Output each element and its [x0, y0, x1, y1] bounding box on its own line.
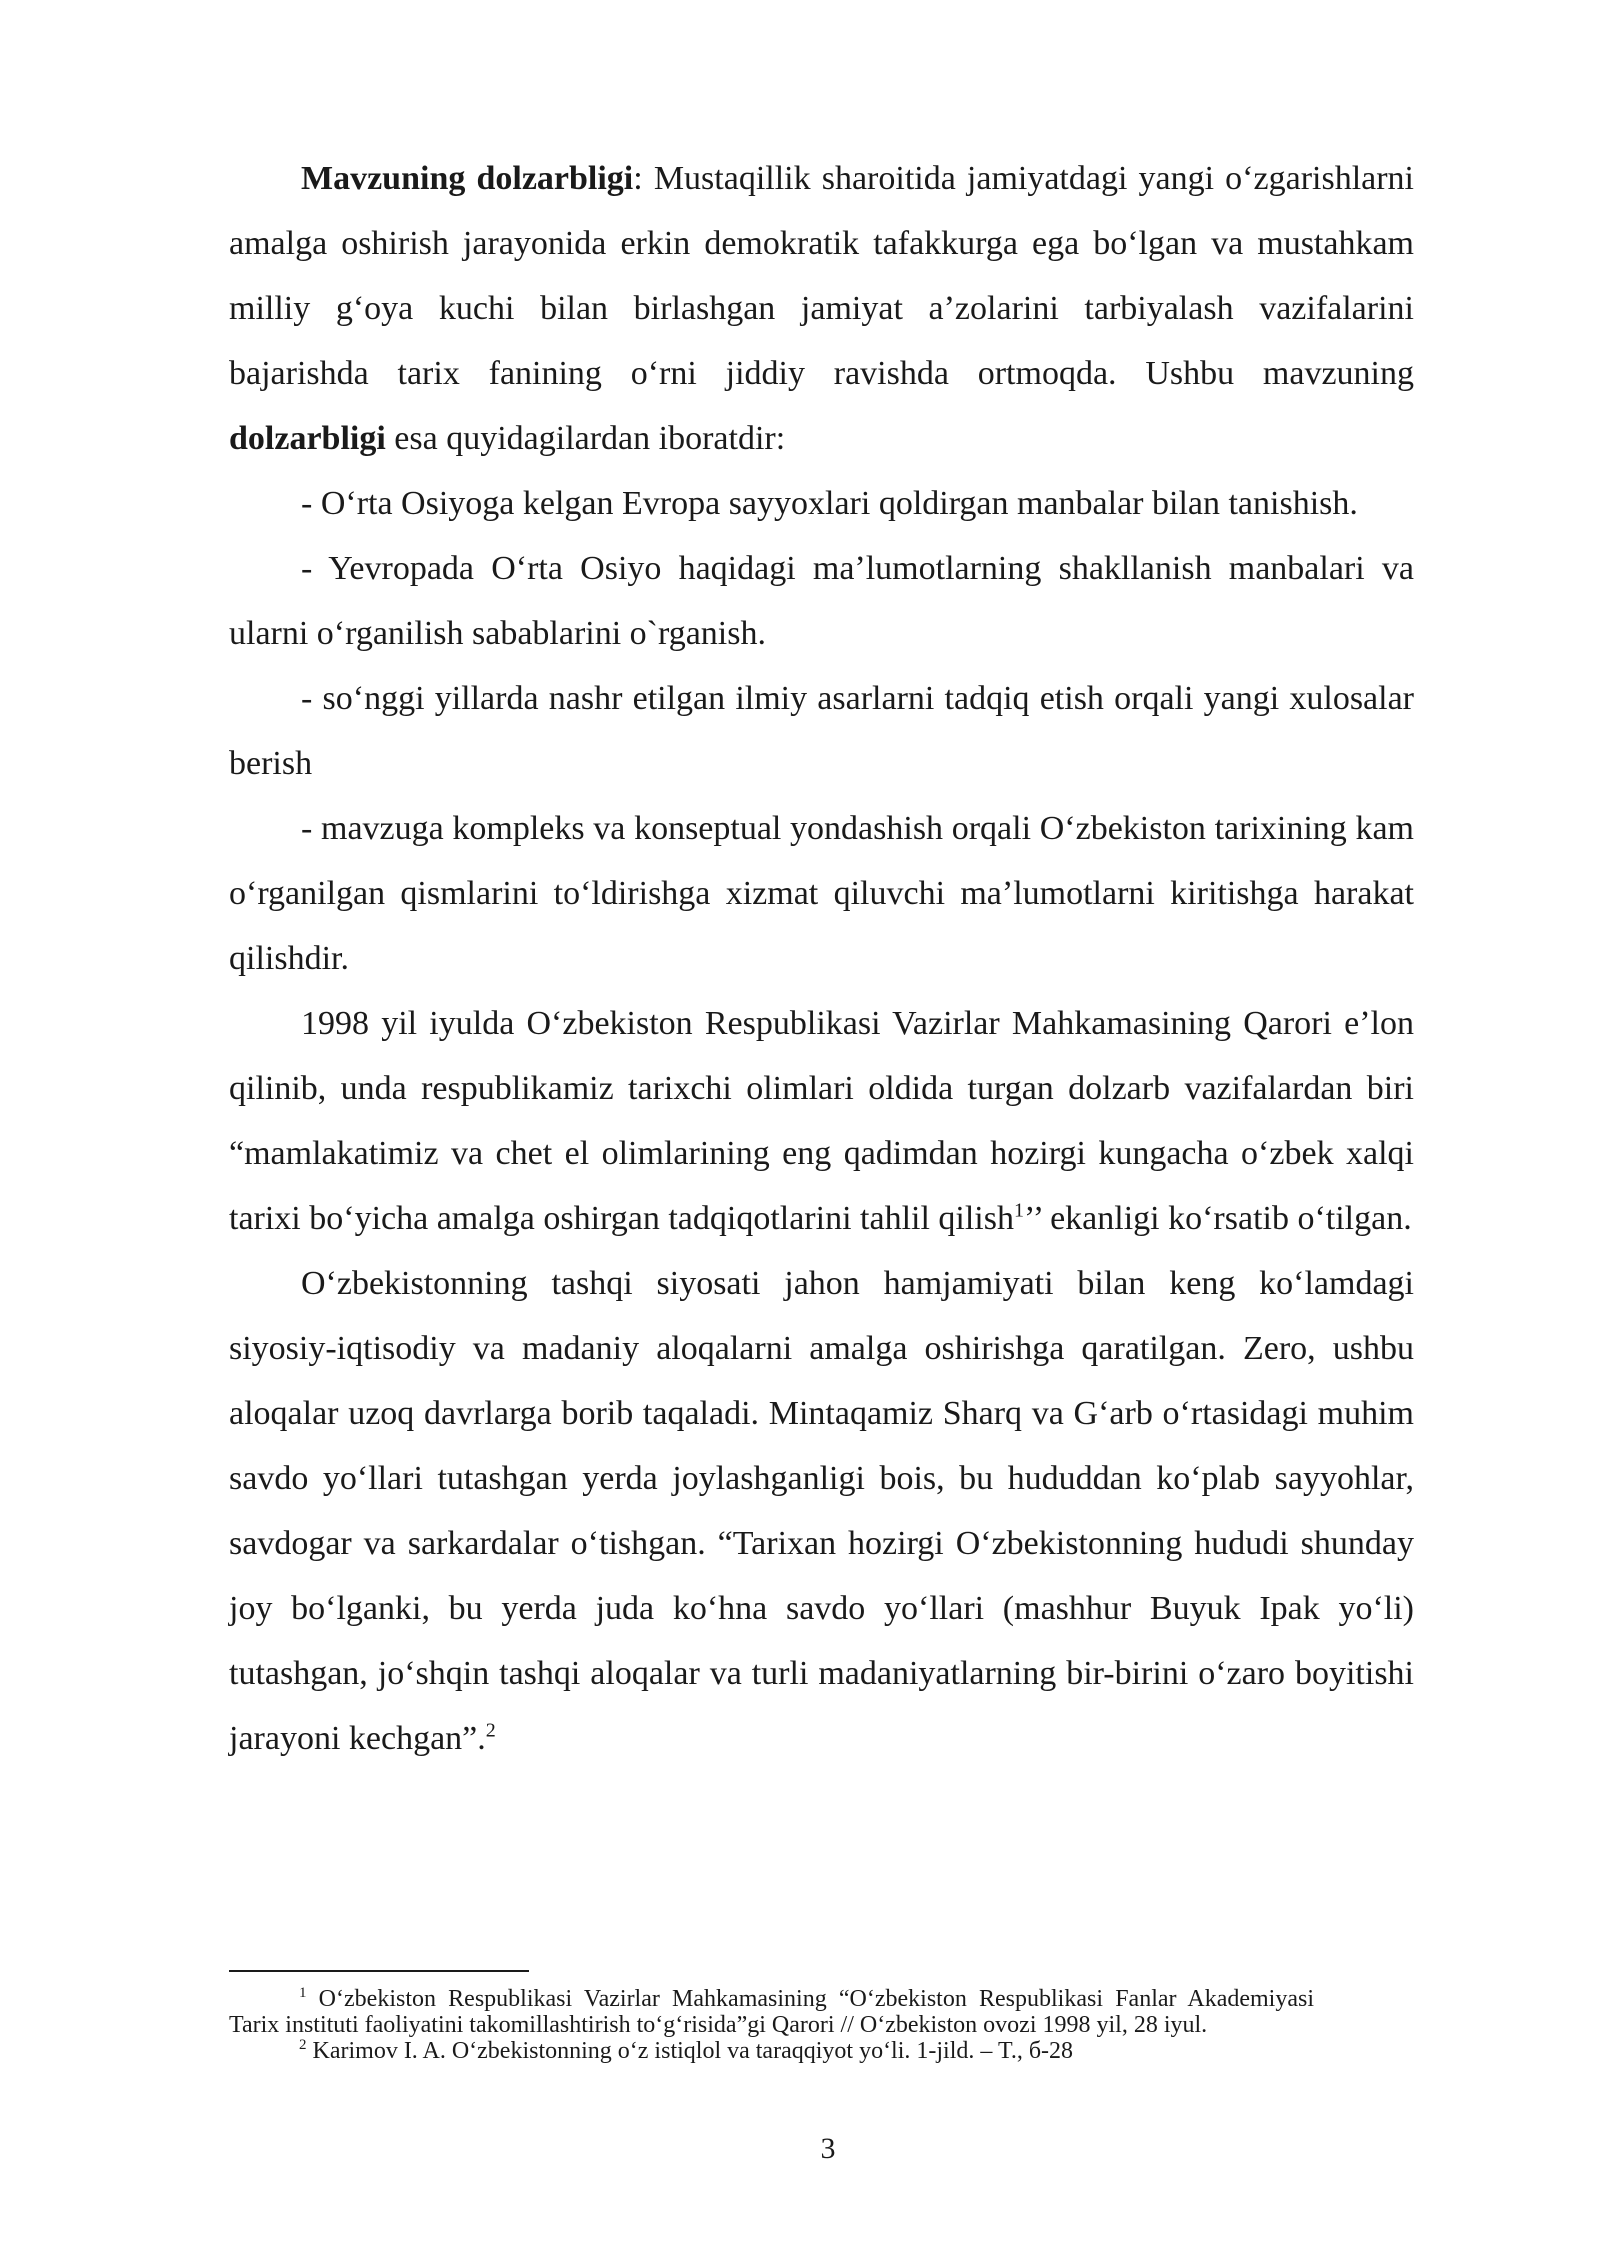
paragraph-foreign-policy [229, 1251, 1414, 1771]
relevance-text: Mustaqillik sharoitida jamiyatdagi yangi oʻzgarishlarni amalga oshirish jarayonida erkin demokratik tafakkurga ega boʻlgan va mustahkam milliy gʻoya kuchi bilan birlashgan jamiyat aʼzolarini tarbiyalash vazifalarini bajarishda tarix fanining oʻrni jiddiy ravishda ortmoqda. Ushbu mavzuning [229, 160, 1414, 392]
decree-text-end: ’’ ekanligi koʻrsatib oʻtilgan. [1023, 1200, 1412, 1237]
footnote-1 [229, 1986, 1314, 2038]
footnote-separator [229, 1970, 529, 1972]
footnotes [229, 1986, 1314, 2064]
footnote-2-text: Karimov I. A. Oʻzbekistonning oʻz istiqlol va taraqqiyot yoʻli. 1-jild. – T., б-28 [306, 2038, 1074, 2064]
list-item-1: - Oʻrta Osiyoga kelgan Evropa sayyoxlari qoldirgan manbalar bilan tanishish. [301, 485, 1358, 522]
paragraph-relevance [229, 146, 1414, 471]
foreign-policy-text: Oʻzbekistonning tashqi siyosati jahon hamjamiyati bilan keng koʻlamdagi siyosiy-iqtisodiy va madaniy aloqalarni amalga oshirishga qaratilgan. Zero, ushbu aloqalar uzoq davrlarga borib taqaladi. Mintaqamiz Sharq va Gʻarb oʻrtasidagi muhim savdo yoʻllari tutashgan yerda joylashganligi bois, bu hududdan koʻplab sayyohlar, savdogar va sarkardalar oʻtishgan. “Tarixan hozirgi Oʻzbekistonning hududi shunday joy boʻlganki, bu yerda juda koʻhna savdo yoʻllari (mashhur Buyuk Ipak yoʻli) tutashgan, joʻshqin tashqi aloqalar va turli madaniyatlarning bir-birini oʻzaro boyitishi jarayoni kechgan”. [229, 1265, 1414, 1757]
decree-text: 1998 yil iyulda Oʻzbekiston Respublikasi Vazirlar Mahkamasining Qarori eʼlon qilinib, unda respublikamiz tarixchi olimlari oldida turgan dolzarb vazifalardan biri “mamlakatimiz va chet el olimlarining eng qadimdan hozirgi kungacha oʻzbek xalqi tarixi boʻyicha amalga oshirgan tadqiqotlarini tahlil qilish [229, 1005, 1414, 1237]
footnote-mark-1: 1 [299, 1985, 307, 2001]
colon: : [633, 160, 654, 197]
footnote-1-text: Oʻzbekiston Respublikasi Vazirlar Mahkamasining “Oʻzbekiston Respublikasi Fanlar Akademiyasi Tarix instituti faoliyatini takomillashtirish toʻgʻrisida”gi Qarori // Oʻzbekiston ovozi 1998 yil, 28 iyul. [229, 1986, 1314, 2038]
footnote-mark-2: 2 [299, 2037, 307, 2053]
heading-relevance: Mavzuning dolzarbligi [301, 160, 634, 197]
footnote-ref-1[interactable]: 1 [1013, 1199, 1024, 1222]
footnote-2 [229, 2038, 1314, 2064]
relevance-text-end: esa quyidagilardan iboratdir: [385, 420, 786, 457]
paragraph-1998-decree [229, 991, 1414, 1251]
footnote-ref-2[interactable]: 2 [485, 1719, 496, 1742]
list-item-4: - mavzuga kompleks va konseptual yondashish orqali Oʻzbekiston tarixining kam oʻrganilgan qismlarini toʻldirishga xizmat qiluvchi maʼlumotlarni kiritishga harakat qilishdir. [229, 810, 1414, 977]
page-number: 3 [820, 2132, 836, 2165]
main-text [229, 146, 1414, 1771]
list-item-2: - Yevropada Oʻrta Osiyo haqidagi maʼlumotlarning shakllanish manbalari va ularni oʻrganilish sabablarini o`rganish. [229, 550, 1414, 652]
list-item-3: - soʻnggi yillarda nashr etilgan ilmiy asarlarni tadqiq etish orqali yangi xulosalar berish [229, 680, 1414, 782]
relevance-bold-word: dolzarbligi [229, 420, 386, 457]
